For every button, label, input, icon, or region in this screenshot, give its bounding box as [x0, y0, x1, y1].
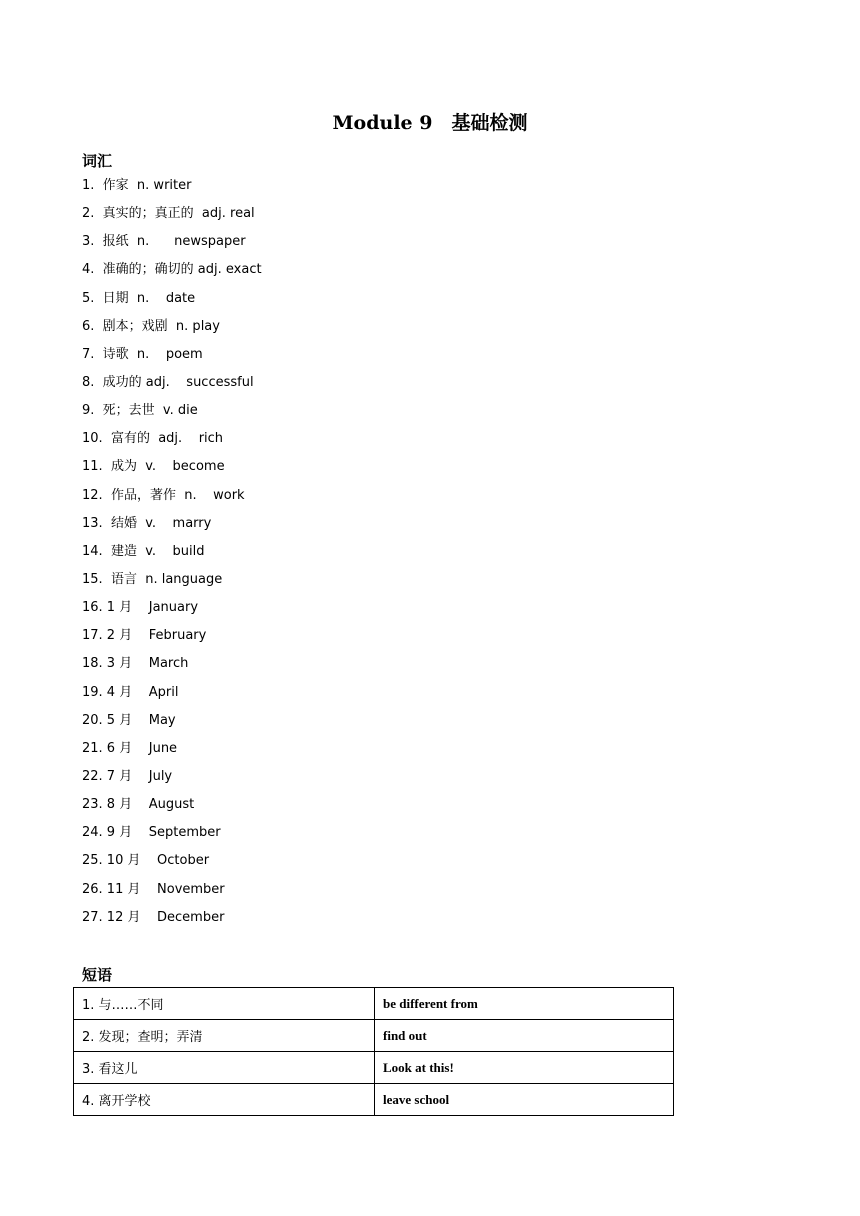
vocabulary-heading: 词汇: [82, 152, 113, 170]
vocabulary-list: [82, 174, 262, 934]
phrase-chinese-cell: 1. 与……不同: [74, 988, 375, 1020]
list-item: 6. 剧本；戏剧 n. play: [82, 318, 220, 334]
table-row: [74, 1084, 674, 1116]
list-item: 14. 建造 v. build: [82, 543, 205, 559]
phrase-chinese-cell: 4. 离开学校: [74, 1084, 375, 1116]
phrase-english-cell: be different from: [375, 988, 674, 1020]
table-row: [74, 988, 674, 1020]
page-title: Module 9 基础检测: [332, 112, 528, 134]
phrase-chinese-cell: 2. 发现；查明；弄清: [74, 1020, 375, 1052]
list-item: 4. 准确的；确切的 adj. exact: [82, 262, 262, 278]
list-item: 7. 诗歌 n. poem: [82, 346, 203, 362]
list-item: 19. 4 月 April: [82, 684, 179, 700]
list-item: 9. 死；去世 v. die: [82, 403, 198, 419]
list-item: 22. 7 月 July: [82, 768, 173, 784]
list-item: 16. 1 月 January: [82, 600, 199, 616]
list-item: 26. 11 月 November: [82, 881, 225, 897]
list-item: 17. 2 月 February: [82, 628, 207, 644]
list-item: 13. 结婚 v. marry: [82, 515, 212, 531]
list-item: 23. 8 月 August: [82, 797, 195, 813]
list-item: 8. 成功的 adj. successful: [82, 374, 254, 390]
list-item: 21. 6 月 June: [82, 740, 178, 756]
list-item: 27. 12 月 December: [82, 909, 225, 925]
list-item: 24. 9 月 September: [82, 825, 221, 841]
list-item: 12. 作品，著作 n. work: [82, 487, 245, 503]
table-row: [74, 1052, 674, 1084]
list-item: 25. 10 月 October: [82, 853, 210, 869]
list-item: 10. 富有的 adj. rich: [82, 431, 224, 447]
phrase-english-cell: leave school: [375, 1084, 674, 1116]
list-item: 1. 作家 n. writer: [82, 178, 192, 193]
list-item: 2. 真实的；真正的 adj. real: [82, 206, 255, 222]
table-row: [74, 1020, 674, 1052]
list-item: 5. 日期 n. date: [82, 290, 196, 306]
list-item: 15. 语言 n. language: [82, 571, 223, 587]
list-item: 3. 报纸 n. newspaper: [82, 234, 246, 250]
phrase-chinese-cell: 3. 看这儿: [74, 1052, 375, 1084]
phrases-heading: 短语: [82, 966, 113, 984]
phrase-english-cell: Look at this!: [375, 1052, 674, 1084]
list-item: 11. 成为 v. become: [82, 459, 225, 475]
phrase-english-cell: find out: [375, 1020, 674, 1052]
list-item: 20. 5 月 May: [82, 712, 176, 728]
phrases-table: [73, 987, 674, 1116]
list-item: 18. 3 月 March: [82, 656, 189, 672]
